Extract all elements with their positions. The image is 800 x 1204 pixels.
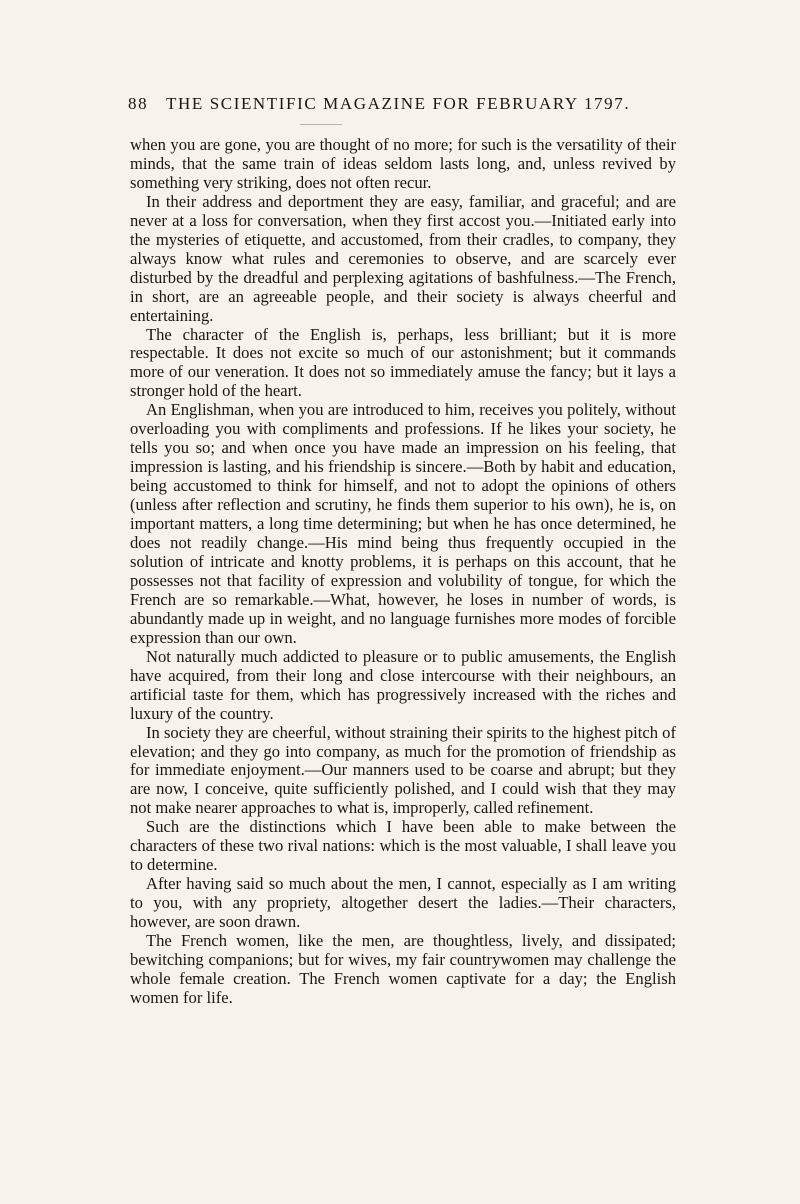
paragraph: After having said so much about the men, I cannot, especially as I am writing to you, with any propriety, altogether desert the ladies.—Their characters, however, are soon drawn. (130, 874, 676, 932)
page-header (128, 94, 660, 118)
paragraph: In their address and deportment they are easy, familiar, and graceful; and are never at a loss for conversation, when they first accost you.—Initiated early into the mysteries of etiquette, and accustomed, from their cradles, to company, they always know what rules and ceremonies to observe, and are scarcely ever disturbed by the dreadful and perplexing agitations of bashfulness.—The French, in short, are an agreeable people, and their society is always cheerful and entertaining. (130, 191, 676, 325)
paragraph: The character of the English is, perhaps, less brilliant; but it is more respectable. It does not excite so much of our astonishment; but it commands more of our veneration. It does not so immediately amuse the fancy; but it lays a stronger hold of the heart. (130, 324, 676, 401)
paragraph: Such are the distinctions which I have been able to make between the characters of these two rival nations: which is the most valuable, I shall leave you to determine. (130, 817, 676, 875)
paragraph: In society they are cheerful, without straining their spirits to the highest pitch of elevation; and they go into company, as much for the promotion of friendship as for immediate enjoyment.—Our manners used to be coarse and abrupt; but they are now, I conceive, quite sufficiently polished, and I could wish that they may not make nearer approaches to what is, improperly, called refinement. (130, 722, 676, 818)
article-body (130, 136, 676, 1008)
page-number: 88 (128, 94, 149, 113)
header-rule (300, 124, 342, 125)
paragraph: Not naturally much addicted to pleasure or to public amusements, the English have acquired, from their long and close intercourse with their neighbours, an artificial taste for them, which has progressively increased with the riches and luxury of the country. (130, 646, 676, 723)
running-title: THE SCIENTIFIC MAGAZINE FOR FEBRUARY 1797. (166, 94, 631, 113)
paragraph: when you are gone, you are thought of no more; for such is the versatility of their minds, that the same train of ideas seldom lasts long, and, unless revived by something very striking, does not often recur. (130, 135, 676, 192)
paragraph: An Englishman, when you are introduced to him, receives you politely, without overloading you with compliments and professions. If he likes your society, he tells you so; and when once you have made an impression on his feeling, that impression is lasting, and his friendship is sincere.—Both by habit and education, being accustomed to think for himself, and not to adopt the opinions of others (unless after reflection and scrutiny, he finds them superior to his own), he is, on important matters, a long time determining; but when he has once determined, he does not readily change.—His mind being thus frequently occupied in the solution of intricate and knotty problems, it is perhaps on this account, that he possesses not that facility of expression and volubility of tongue, for which the French are so remarkable.—What, however, he loses in number of words, is abundantly made up in weight, and no language furnishes more modes of forcible expression than our own. (130, 400, 676, 647)
paragraph: The French women, like the men, are thoughtless, lively, and dissipated; bewitching companions; but for wives, my fair countrywomen may challenge the whole female creation. The French women captivate for a day; the English women for life. (130, 931, 676, 1007)
